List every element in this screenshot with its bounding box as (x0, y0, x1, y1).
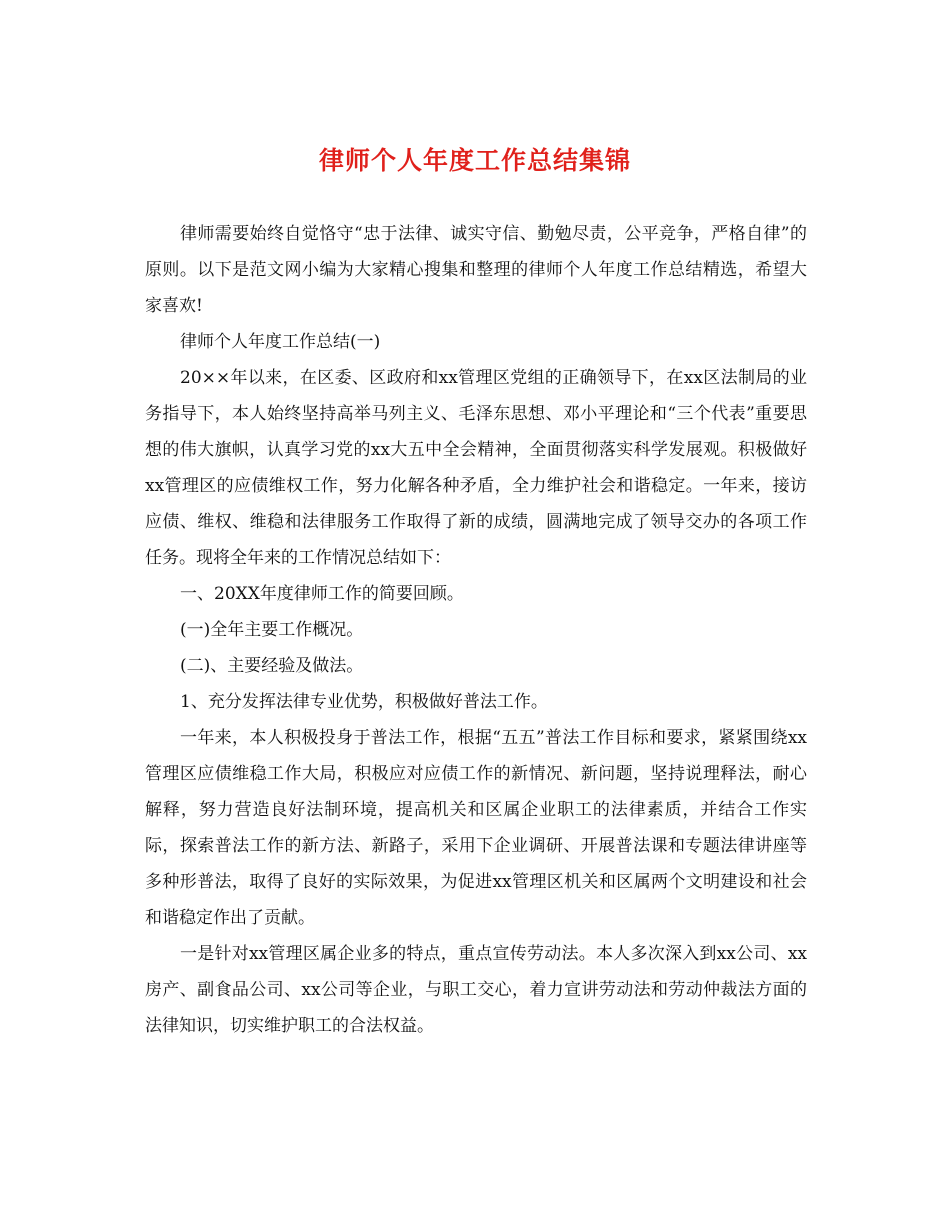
item-heading-1: 1、充分发挥法律专业优势，积极做好普法工作。 (180, 692, 548, 712)
subsection-heading-summary: (一)全年主要工作概况。 (180, 620, 364, 640)
paragraph-labor-law: 一是针对xx管理区属企业多的特点，重点宣传劳动法。本人多次深入到xx公司、xx房产、副食品公司、xx公司等企业，与职工交心，着力宣讲劳动法和劳动仲裁法方面的法律知识，切实维护职工的合法权益。 (145, 944, 807, 1036)
section-heading-review: 一、20XX年度律师工作的简要回顾。 (180, 584, 464, 604)
paragraph-overview: 20××年以来，在区委、区政府和xx管理区党组的正确领导下，在xx区法制局的业务指导下，本人始终坚持高举马列主义、毛泽东思想、邓小平理论和“三个代表”重要思想的伟大旗帜，认真学习党的xx大五中全会精神，全面贯彻落实科学发展观。积极做好xx管理区的应债维权工作，努力化解各种矛盾，全力维护社会和谐稳定。一年来，接访应债、维权、维稳和法律服务工作取得了新的成绩，圆满地完成了领导交办的各项工作任务。现将全年来的工作情况总结如下： (145, 368, 807, 568)
paragraph-intro: 律师需要始终自觉恪守“忠于法律、诚实守信、勤勉尽责，公平竞争，严格自律”的原则。以下是范文网小编为大家精心搜集和整理的律师个人年度工作总结精选，希望大家喜欢! (145, 224, 807, 316)
subsection-heading-experience: (二)、主要经验及做法。 (180, 656, 364, 676)
section-heading-1: 律师个人年度工作总结(一) (180, 332, 381, 352)
document-title: 律师个人年度工作总结集锦 (318, 146, 631, 175)
document-body (145, 216, 807, 1044)
paragraph-legal-education: 一年来，本人积极投身于普法工作，根据“五五”普法工作目标和要求，紧紧围绕xx管理区应债维稳工作大局，积极应对应债工作的新情况、新问题，坚持说理释法，耐心解释，努力营造良好法制环境，提高机关和区属企业职工的法律素质，并结合工作实际，探索普法工作的新方法、新路子，采用下企业调研、开展普法课和专题法律讲座等多种形普法，取得了良好的实际效果，为促进xx管理区机关和区属两个文明建设和社会和谐稳定作出了贡献。 (145, 728, 807, 928)
